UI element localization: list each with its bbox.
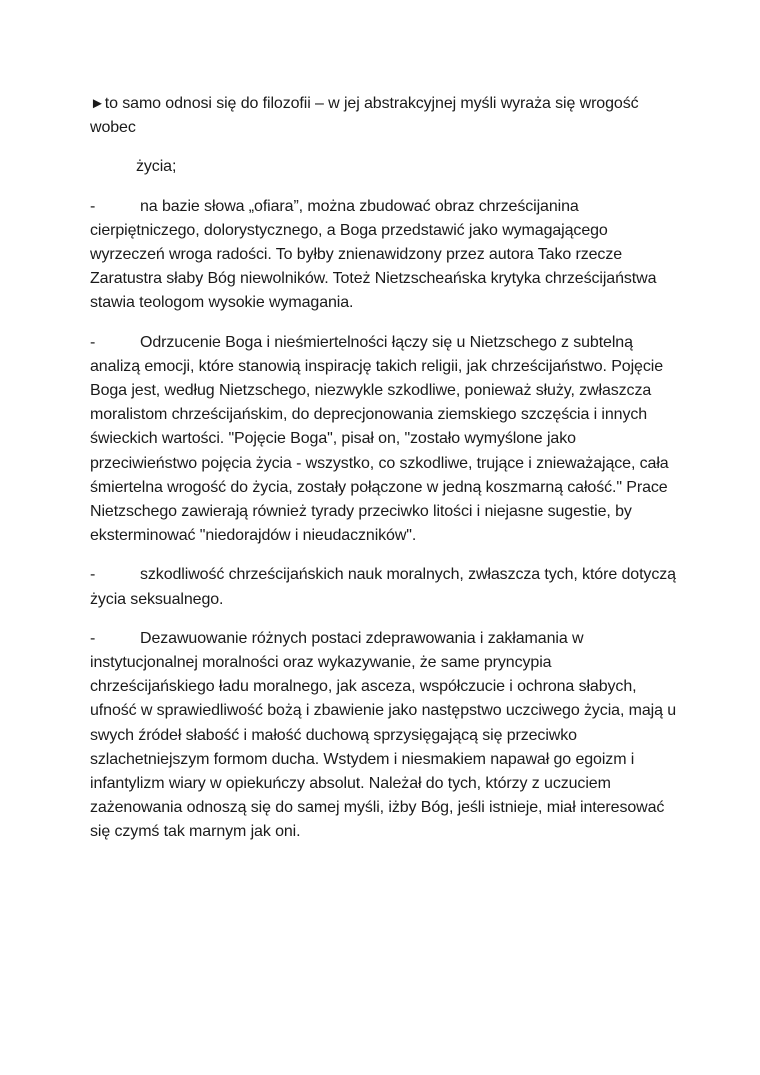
continuation-text: życia; xyxy=(136,158,177,176)
dash-bullet: - xyxy=(90,629,96,647)
document-page xyxy=(90,92,680,860)
arrow-bullet-icon: ► xyxy=(90,95,105,112)
paragraph-moral-teachings xyxy=(90,563,680,611)
dash-bullet: - xyxy=(90,197,96,215)
dash-bullet: - xyxy=(90,333,96,351)
paragraph-moral-teachings-text: szkodliwość chrześcijańskich nauk moralnych, zwłaszcza tych, które dotyczą życia seksualnego. xyxy=(90,566,676,608)
paragraph-disavowal-text: Dezawuowanie różnych postaci zdeprawowania i zakłamania w instytucjonalnej moralności oraz wykazywanie, że same pryncypia chrześcijańskiego ładu moralnego, jak asceza, współczucie i ochrona słabych, ufność w sprawiedliwość bożą i zbawienie jako następstwo uczciwego życia, mają u swych źródeł słabość i małość duchową sprzysięgającą się przeciwko szlachetniejszym formom ducha. Wstydem i niesmakiem napawał go egoizm i infantylizm wiary w opiekuńczy absolut. Należał do tych, którzy z uczuciem zażenowania odnoszą się do samej myśli, iżby Bóg, jeśli istnieje, miał interesować się czymś tak marnym jak oni. xyxy=(90,629,677,841)
dash-bullet: - xyxy=(90,566,96,584)
paragraph-philosophy-text: to samo odnosi się do filozofii – w jej abstrakcyjnej myśli wyraża się wrogość wobec xyxy=(90,95,639,137)
paragraph-disavowal xyxy=(90,627,680,845)
paragraph-sacrifice xyxy=(90,195,680,316)
paragraph-sacrifice-text: na bazie słowa „ofiara”, można zbudować obraz chrześcijanina cierpiętniczego, dolorystycznego, a Boga przedstawić jako wymagającego wyrzeczeń wroga radości. To byłby znienawidzony przez autora Tako rzecze Zaratustra słaby Bóg niewolników. Toteż Nietzscheańska krytyka chrześcijaństwa stawia teologom wysokie wymagania. xyxy=(90,197,657,312)
paragraph-philosophy-continuation xyxy=(90,155,680,179)
paragraph-rejection-text: Odrzucenie Boga i nieśmiertelności łączy się u Nietzschego z subtelną analizą emocji, które stanowią inspirację takich religii, jak chrześcijaństwo. Pojęcie Boga jest, według Nietzschego, niezwykle szkodliwe, ponieważ służy, zwłaszcza moralistom chrześcijańskim, do deprecjonowania ziemskiego szczęścia i innych świeckich wartości. "Pojęcie Boga", pisał on, "zostało wymyślone jako przeciwieństwo pojęcia życia - wszystko, co szkodliwe, trujące i znieważające, cała śmiertelna wrogość do życia, zostały połączone w jedną koszmarną całość." Prace Nietzschego zawierają również tyrady przeciwko litości i niejasne sugestie, by eksterminować "niedorajdów i nieudaczników". xyxy=(90,333,669,545)
paragraph-rejection-of-god xyxy=(90,331,680,549)
paragraph-philosophy xyxy=(90,92,680,140)
